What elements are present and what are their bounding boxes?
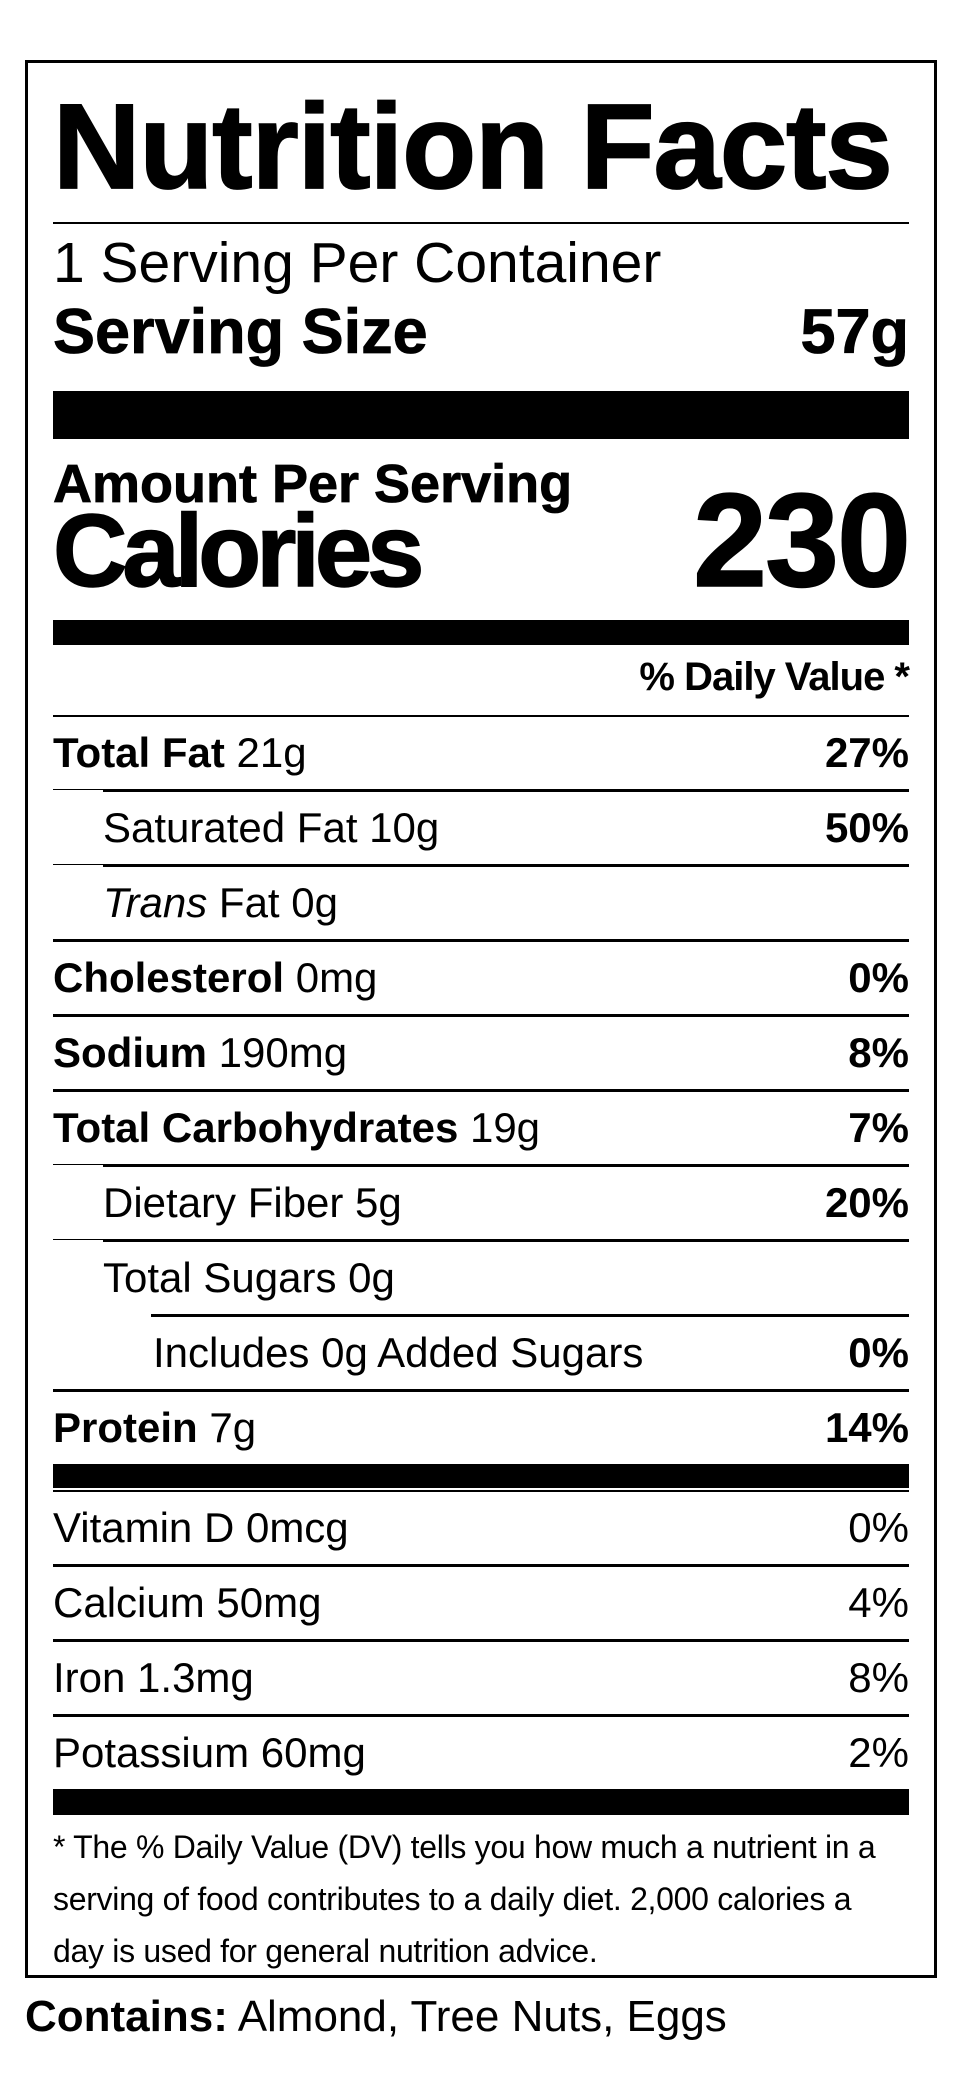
nutrient-amount: 0mg (284, 954, 378, 1002)
divider-segment (103, 1164, 909, 1167)
footnote-line: day is used for general nutrition advice. (53, 1933, 598, 1970)
row-trans-fat (53, 867, 909, 939)
nutrient-name (53, 729, 307, 777)
nutrient-name (103, 1254, 395, 1302)
title-divider (53, 222, 909, 224)
row-potassium (53, 1717, 909, 1789)
calories-label: Calories (53, 493, 420, 609)
divider-segment (53, 1164, 103, 1165)
divider-segment (103, 789, 909, 792)
serving-size-row (53, 297, 909, 368)
separator-bar-footnote (53, 1789, 909, 1815)
row-dietary-fiber (53, 1167, 909, 1239)
nutrient-dv: 4% (848, 1579, 909, 1627)
divider (53, 1239, 909, 1242)
nutrient-dv: 2% (848, 1729, 909, 1777)
nutrient-dv: 0% (848, 1329, 909, 1377)
divider-segment (53, 789, 103, 790)
divider (53, 864, 909, 867)
allergen-list: Almond, Tree Nuts, Eggs (227, 1992, 727, 2041)
allergen-label: Contains: (25, 1992, 228, 2041)
nutrient-name-bold: Sodium (53, 1029, 207, 1077)
allergen-statement (25, 1992, 727, 2042)
row-protein (53, 1392, 909, 1464)
nutrient-name (53, 1504, 349, 1552)
nutrient-amount: Potassium 60mg (53, 1729, 366, 1777)
row-iron (53, 1642, 909, 1714)
divider (53, 789, 909, 792)
nutrient-amount: Saturated Fat 10g (103, 804, 440, 852)
nutrient-name (53, 954, 378, 1002)
nutrient-dv: 50% (824, 804, 909, 852)
nutrient-name (103, 879, 338, 927)
nutrient-name (53, 1729, 366, 1777)
nutrient-name (53, 1579, 322, 1627)
nutrient-dv: 20% (824, 1179, 909, 1227)
footnote-line: serving of food contributes to a daily diet. 2,000 calories a (53, 1881, 852, 1918)
row-cholesterol (53, 942, 909, 1014)
nutrient-dv: 14% (824, 1404, 909, 1452)
nutrient-dv: 0% (848, 1504, 909, 1552)
nutrient-amount: 7g (197, 1404, 257, 1452)
calories-value: 230 (693, 467, 909, 616)
nutrient-name (53, 1654, 254, 1702)
divider-segment (53, 1239, 103, 1240)
footnote-line: * The % Daily Value (DV) tells you how much a nutrient in a (53, 1829, 876, 1866)
separator-bar-calories (53, 620, 909, 645)
nutrient-amount: Dietary Fiber 5g (103, 1179, 402, 1227)
row-vitamin-d (53, 1492, 909, 1564)
nutrient-amount: 21g (224, 729, 307, 777)
nutrient-name-bold: Total Carbohydrates (53, 1104, 459, 1152)
nutrient-name-bold: Protein (53, 1404, 198, 1452)
amount-per-serving: Amount Per Serving (53, 454, 573, 515)
nutrient-name (153, 1329, 644, 1377)
nutrient-dv: 0% (848, 954, 909, 1002)
nutrient-name-italic: Trans (103, 879, 208, 927)
divider-segment (103, 1239, 909, 1242)
nutrient-amount: 19g (458, 1104, 541, 1152)
nutrient-dv: 7% (848, 1104, 909, 1152)
nutrient-amount: Calcium 50mg (53, 1579, 322, 1627)
nutrient-dv: 8% (848, 1029, 909, 1077)
separator-bar (53, 1464, 909, 1488)
nutrient-name (53, 1404, 257, 1452)
nutrient-amount: Includes 0g Added Sugars (153, 1329, 644, 1377)
nutrient-name (53, 1029, 348, 1077)
daily-value-footnote (53, 1821, 909, 1977)
divider-segment (103, 864, 909, 867)
nutrient-name-bold: Total Fat (53, 729, 225, 777)
nutrient-amount: Vitamin D 0mcg (53, 1504, 349, 1552)
serving-size-label: Serving Size (53, 297, 428, 368)
row-calcium (53, 1567, 909, 1639)
serving-size-value: 57g (800, 297, 909, 368)
servings-per-container: 1 Serving Per Container (53, 231, 662, 296)
nutrient-name-bold: Cholesterol (53, 954, 285, 1002)
row-total-sugars (53, 1242, 909, 1314)
row-total-fat (53, 717, 909, 789)
separator-bar-vitamins (53, 1464, 909, 1492)
nutrient-dv: 27% (824, 729, 909, 777)
nutrient-amount: Fat 0g (207, 879, 338, 927)
row-added-sugars (53, 1317, 909, 1389)
nutrient-name (103, 1179, 402, 1227)
nutrient-amount: Iron 1.3mg (53, 1654, 254, 1702)
nutrient-amount: Total Sugars 0g (103, 1254, 395, 1302)
separator-bar-top (53, 391, 909, 439)
nutrient-amount: 190mg (207, 1029, 348, 1077)
nutrient-name (53, 1104, 541, 1152)
divider-segment (53, 864, 103, 865)
nutrient-dv: 8% (848, 1654, 909, 1702)
daily-value-header: % Daily Value * (639, 655, 909, 700)
label-title: Nutrition Facts (53, 78, 892, 214)
row-saturated-fat (53, 792, 909, 864)
row-total-carbohydrates (53, 1092, 909, 1164)
row-sodium (53, 1017, 909, 1089)
nutrition-facts-label (25, 60, 937, 1978)
nutrient-name (103, 804, 440, 852)
divider (53, 1164, 909, 1167)
